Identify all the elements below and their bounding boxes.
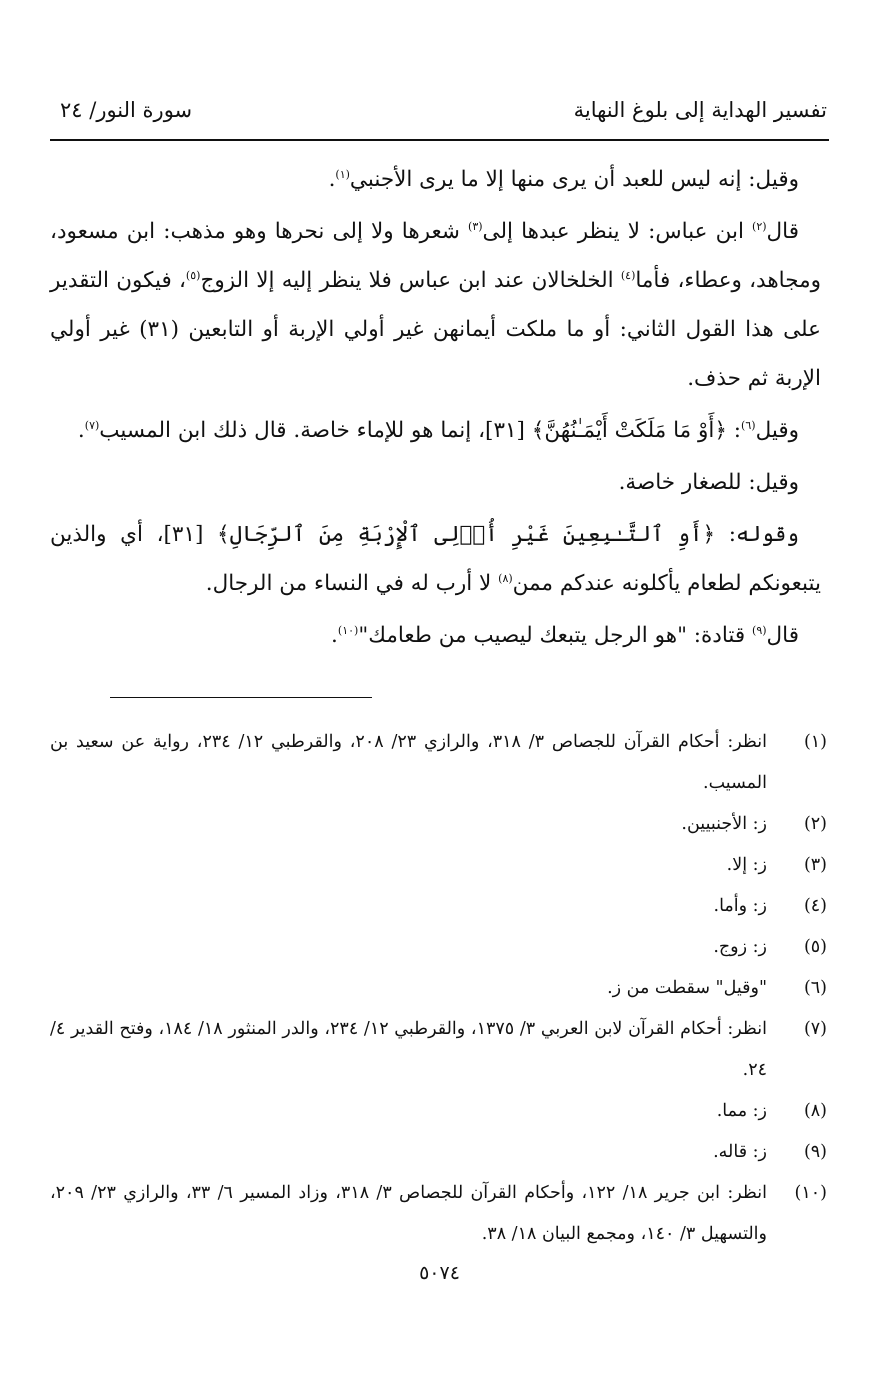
footnote-text: ز: إلا. bbox=[726, 855, 767, 875]
footnote-marker[interactable]: (٤) bbox=[620, 268, 636, 282]
footnote-text: "وقيل" سقطت من ز. bbox=[607, 978, 767, 998]
paragraph bbox=[50, 611, 821, 660]
footnote-number: (٦) bbox=[803, 978, 827, 998]
page-number: ٥٠٧٤ bbox=[419, 1262, 460, 1284]
footnote bbox=[50, 1132, 829, 1173]
footnote-marker[interactable]: (٣) bbox=[468, 219, 483, 233]
text-run: ابن عباس: لا ينظر عبدها إلى bbox=[482, 219, 753, 244]
text-run: لا أرب له في النساء من الرجال. bbox=[205, 571, 499, 596]
footnote-text: ز: وأما. bbox=[713, 896, 767, 916]
text-run: : ﴿أَوْ مَا مَلَكَتْ أَيْمَـٰنُهُنَّ﴾ [٣١]، إنما هو للإماء خاصة. قال ذلك ابن المسيب bbox=[99, 418, 742, 443]
footnote bbox=[50, 968, 829, 1009]
paragraph bbox=[50, 155, 821, 204]
footnote bbox=[50, 886, 829, 927]
footnote-number: (٣) bbox=[803, 855, 827, 875]
text-run: وقيل: للصغار خاصة. bbox=[618, 470, 799, 495]
footnote-text: ز: زوج. bbox=[713, 937, 767, 957]
text-run: وقيل: إنه ليس للعبد أن يرى منها إلا ما يرى الأجنبي bbox=[349, 167, 799, 192]
text-run: . bbox=[328, 167, 336, 192]
footnote-number: (٤) bbox=[803, 896, 827, 916]
footnote-text: انظر: ابن جرير ١٨/ ١٢٢، وأحكام القرآن للجصاص ٣/ ٣١٨، وزاد المسير ٦/ ٣٣، والرازي ٢٣/ ٢٠٩، والتسهيل ٣/ ١٤٠، ومجمع البيان ١٨/ ٣٨. bbox=[50, 1183, 767, 1244]
footnotes bbox=[50, 722, 829, 1255]
paragraph bbox=[50, 207, 821, 403]
footnote bbox=[50, 1173, 829, 1255]
footnote-text: ز: قاله. bbox=[713, 1142, 767, 1162]
footnote-marker[interactable]: (٥) bbox=[185, 268, 201, 282]
footnote-marker[interactable]: (٨) bbox=[498, 571, 513, 585]
footnote bbox=[50, 1009, 829, 1091]
text-run: قال bbox=[766, 623, 799, 648]
paragraph bbox=[50, 406, 821, 455]
footnote-number: (٧) bbox=[803, 1019, 827, 1039]
footnote-marker[interactable]: (١) bbox=[335, 167, 350, 181]
text-run: . bbox=[77, 418, 85, 443]
main-text bbox=[50, 155, 821, 663]
footnote-text: ز: الأجنبيين. bbox=[681, 814, 767, 834]
footnote-marker[interactable]: (٢) bbox=[752, 219, 767, 233]
book-title: تفسير الهداية إلى بلوغ النهاية bbox=[573, 98, 827, 122]
paragraph bbox=[50, 458, 821, 507]
text-run: قال bbox=[766, 219, 799, 244]
running-header bbox=[52, 92, 827, 136]
footnote-separator bbox=[110, 697, 372, 698]
footnote-number: (٩) bbox=[803, 1142, 827, 1162]
footnote-number: (٨) bbox=[803, 1101, 827, 1121]
footnote-text: انظر: أحكام القرآن لابن العربي ٣/ ١٣٧٥، والقرطبي ١٢/ ٢٣٤، والدر المنثور ١٨/ ١٨٤، وفتح القدير ٤/ ٢٤. bbox=[50, 1019, 767, 1080]
paragraph bbox=[50, 510, 821, 608]
footnote-number: (١٠) bbox=[794, 1183, 827, 1203]
text-run: . bbox=[331, 623, 338, 648]
footnote-marker[interactable]: (٩) bbox=[752, 623, 767, 637]
text-run: شعرها ولا إلى نحرها وهو مذهب: ابن مسعود، ومجاهد، وعطاء، فأما bbox=[50, 219, 822, 293]
footnote-text: ز: مما. bbox=[716, 1101, 767, 1121]
footnote-number: (٢) bbox=[803, 814, 827, 834]
footnote-marker[interactable]: (١٠) bbox=[337, 623, 359, 637]
text-run: الخلخالان عند ابن عباس فلا ينظر إليه إلا الزوج bbox=[200, 268, 621, 293]
footnote bbox=[50, 1091, 829, 1132]
text-run: وقيل bbox=[755, 418, 799, 443]
footnote bbox=[50, 804, 829, 845]
footnote-number: (٥) bbox=[803, 937, 827, 957]
footnote bbox=[50, 722, 829, 804]
footnote-text: انظر: أحكام القرآن للجصاص ٣/ ٣١٨، والرازي ٢٣/ ٢٠٨، والقرطبي ١٢/ ٢٣٤، رواية عن سعيد بن المسيب. bbox=[50, 732, 767, 793]
footnote-marker[interactable]: (٦) bbox=[741, 418, 756, 432]
header-rule bbox=[50, 139, 829, 141]
footnote-marker[interactable]: (٧) bbox=[84, 418, 100, 432]
footnote-number: (١) bbox=[803, 732, 827, 752]
text-run: وقوله: ﴿أَوِ ٱلتَّـٰبِعِينَ غَيْرِ أُو۟لِى ٱلْإِرْبَةِ مِنَ ٱلرِّجَالِ﴾ [٣١]، أي والذين يتبعونكم لطعام يأكلونه عندكم ممن bbox=[50, 522, 821, 596]
footnote bbox=[50, 927, 829, 968]
text-run: ، فيكون التقدير على هذا القول الثاني: أو ما ملكت أيمانهن غير أولي الإربة أو التابعين (٣١) غير أولي الإربة ثم حذف. bbox=[50, 268, 822, 391]
footnote bbox=[50, 845, 829, 886]
sura-reference: سورة النور/ ٢٤ bbox=[60, 98, 193, 122]
text-run: قتادة: "هو الرجل يتبعك ليصيب من طعامك" bbox=[358, 623, 753, 648]
